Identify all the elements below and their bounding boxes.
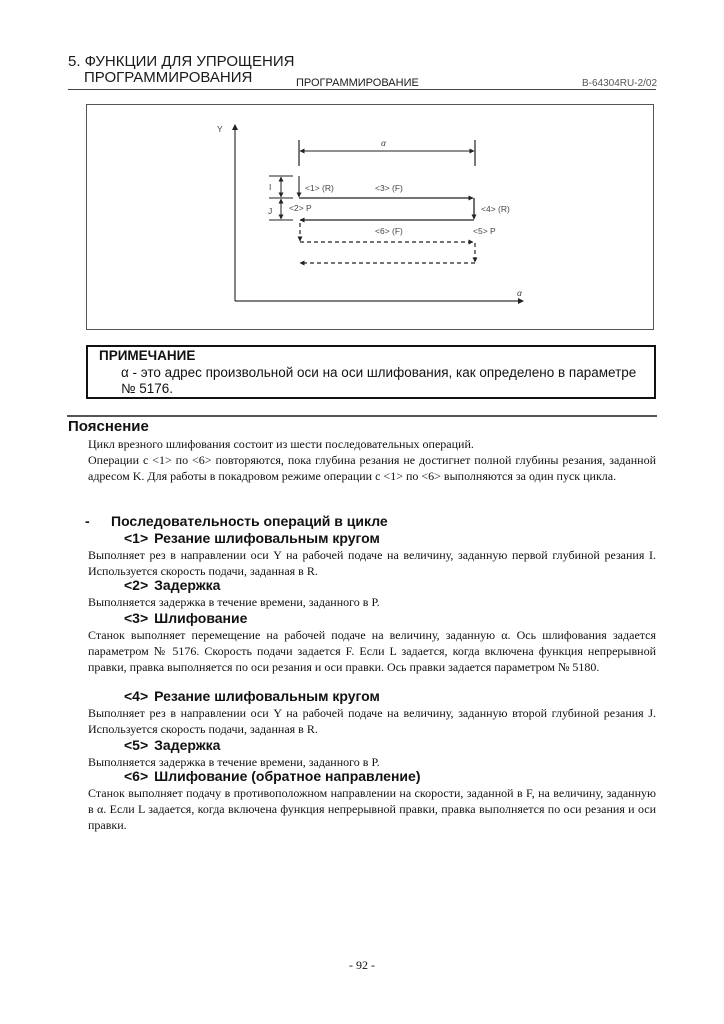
document-code: B-64304RU-2/02	[582, 78, 658, 89]
operation-2-text: Выполняется задержка в течение времени, заданного в P.	[88, 595, 380, 609]
sequence-bullet: -	[85, 513, 90, 529]
section-rule	[67, 415, 657, 417]
op6-label: <6> (F)	[375, 226, 403, 236]
explanation-paragraph-1: Цикл врезного шлифования состоит из шести последовательных операций.	[88, 437, 474, 451]
operation-1-heading: <1> Резание шлифовальным кругом	[124, 530, 380, 546]
operation-2-heading: <2> Задержка	[124, 577, 221, 593]
chapter-title-line1: 5. ФУНКЦИИ ДЛЯ УПРОЩЕНИЯ	[68, 53, 295, 70]
operation-5-heading: <5> Задержка	[124, 737, 221, 753]
operation-6-text: Станок выполняет подачу в противоположном направлении на скорости, заданной в F, на величину, заданную в α. Если L задается, когда включена функция непрерывной правки, правка выполняется по оси резания и оси правки.	[88, 786, 656, 832]
chapter-title-line2: ПРОГРАММИРОВАНИЯ	[84, 69, 253, 86]
operation-1-text: Выполняет рез в направлении оси Y на рабочей подаче на величину, заданную первой глубиной резания I. Используется скорость подачи, заданная в R.	[88, 548, 656, 578]
op4-label: <4> (R)	[481, 204, 510, 214]
op3-label: <3> (F)	[375, 183, 403, 193]
section-title: ПРОГРАММИРОВАНИЕ	[296, 77, 419, 89]
header-rule	[68, 89, 656, 90]
grinding-cycle-diagram	[87, 105, 655, 331]
note-title: ПРИМЕЧАНИЕ	[99, 348, 196, 363]
operation-5-text: Выполняется задержка в течение времени, заданного в P.	[88, 755, 380, 769]
diagram-figure	[86, 104, 654, 330]
chapter-title	[68, 54, 295, 86]
op5-label: <5> P	[473, 226, 496, 236]
operation-4-text: Выполняет рез в направлении оси Y на рабочей подаче на величину, заданную второй глубиной резания J. Используется скорость подачи, заданная в R.	[88, 706, 656, 736]
note-text: α - это адрес произвольной оси на оси шлифования, как определено в параметре № 5176.	[121, 365, 637, 396]
y-axis-label: Y	[217, 124, 223, 134]
x-axis-label: α	[517, 288, 522, 298]
page-number: - 92 -	[349, 958, 375, 972]
operation-4-heading: <4> Резание шлифовальным кругом	[124, 688, 380, 704]
alpha-dimension	[299, 138, 475, 166]
explanation-paragraph-2: Операции с <1> по <6> повторяются, пока глубина резания не достигнет полной глубины резания, заданной адресом K. Для работы в покадровом режиме операции с <1> по <6> выполняются за один пуск цикла.	[88, 453, 656, 483]
operation-3-heading: <3> Шлифование	[124, 610, 248, 626]
op2-label: <2> P	[289, 203, 312, 213]
alpha-label: α	[381, 138, 386, 148]
explanation-title: Пояснение	[68, 418, 149, 435]
note-box	[86, 345, 656, 399]
sequence-title: Последовательность операций в цикле	[111, 513, 388, 529]
dim-j-label: J	[268, 206, 273, 216]
dim-i-label: I	[269, 182, 272, 192]
operation-3-text: Станок выполняет перемещение на рабочей подаче на величину, заданную α. Ось шлифования задается параметром № 5176. Скорость подачи задается F. Если L задается, когда включена функция непрерывной правки, правка выполняется по оси резания и оси правки. Ось правки задается параметром № 5180.	[88, 628, 656, 674]
operation-6-heading: <6> Шлифование (обратное направление)	[124, 768, 421, 784]
depth-dimensions	[268, 176, 293, 220]
op1-label: <1> (R)	[305, 183, 334, 193]
